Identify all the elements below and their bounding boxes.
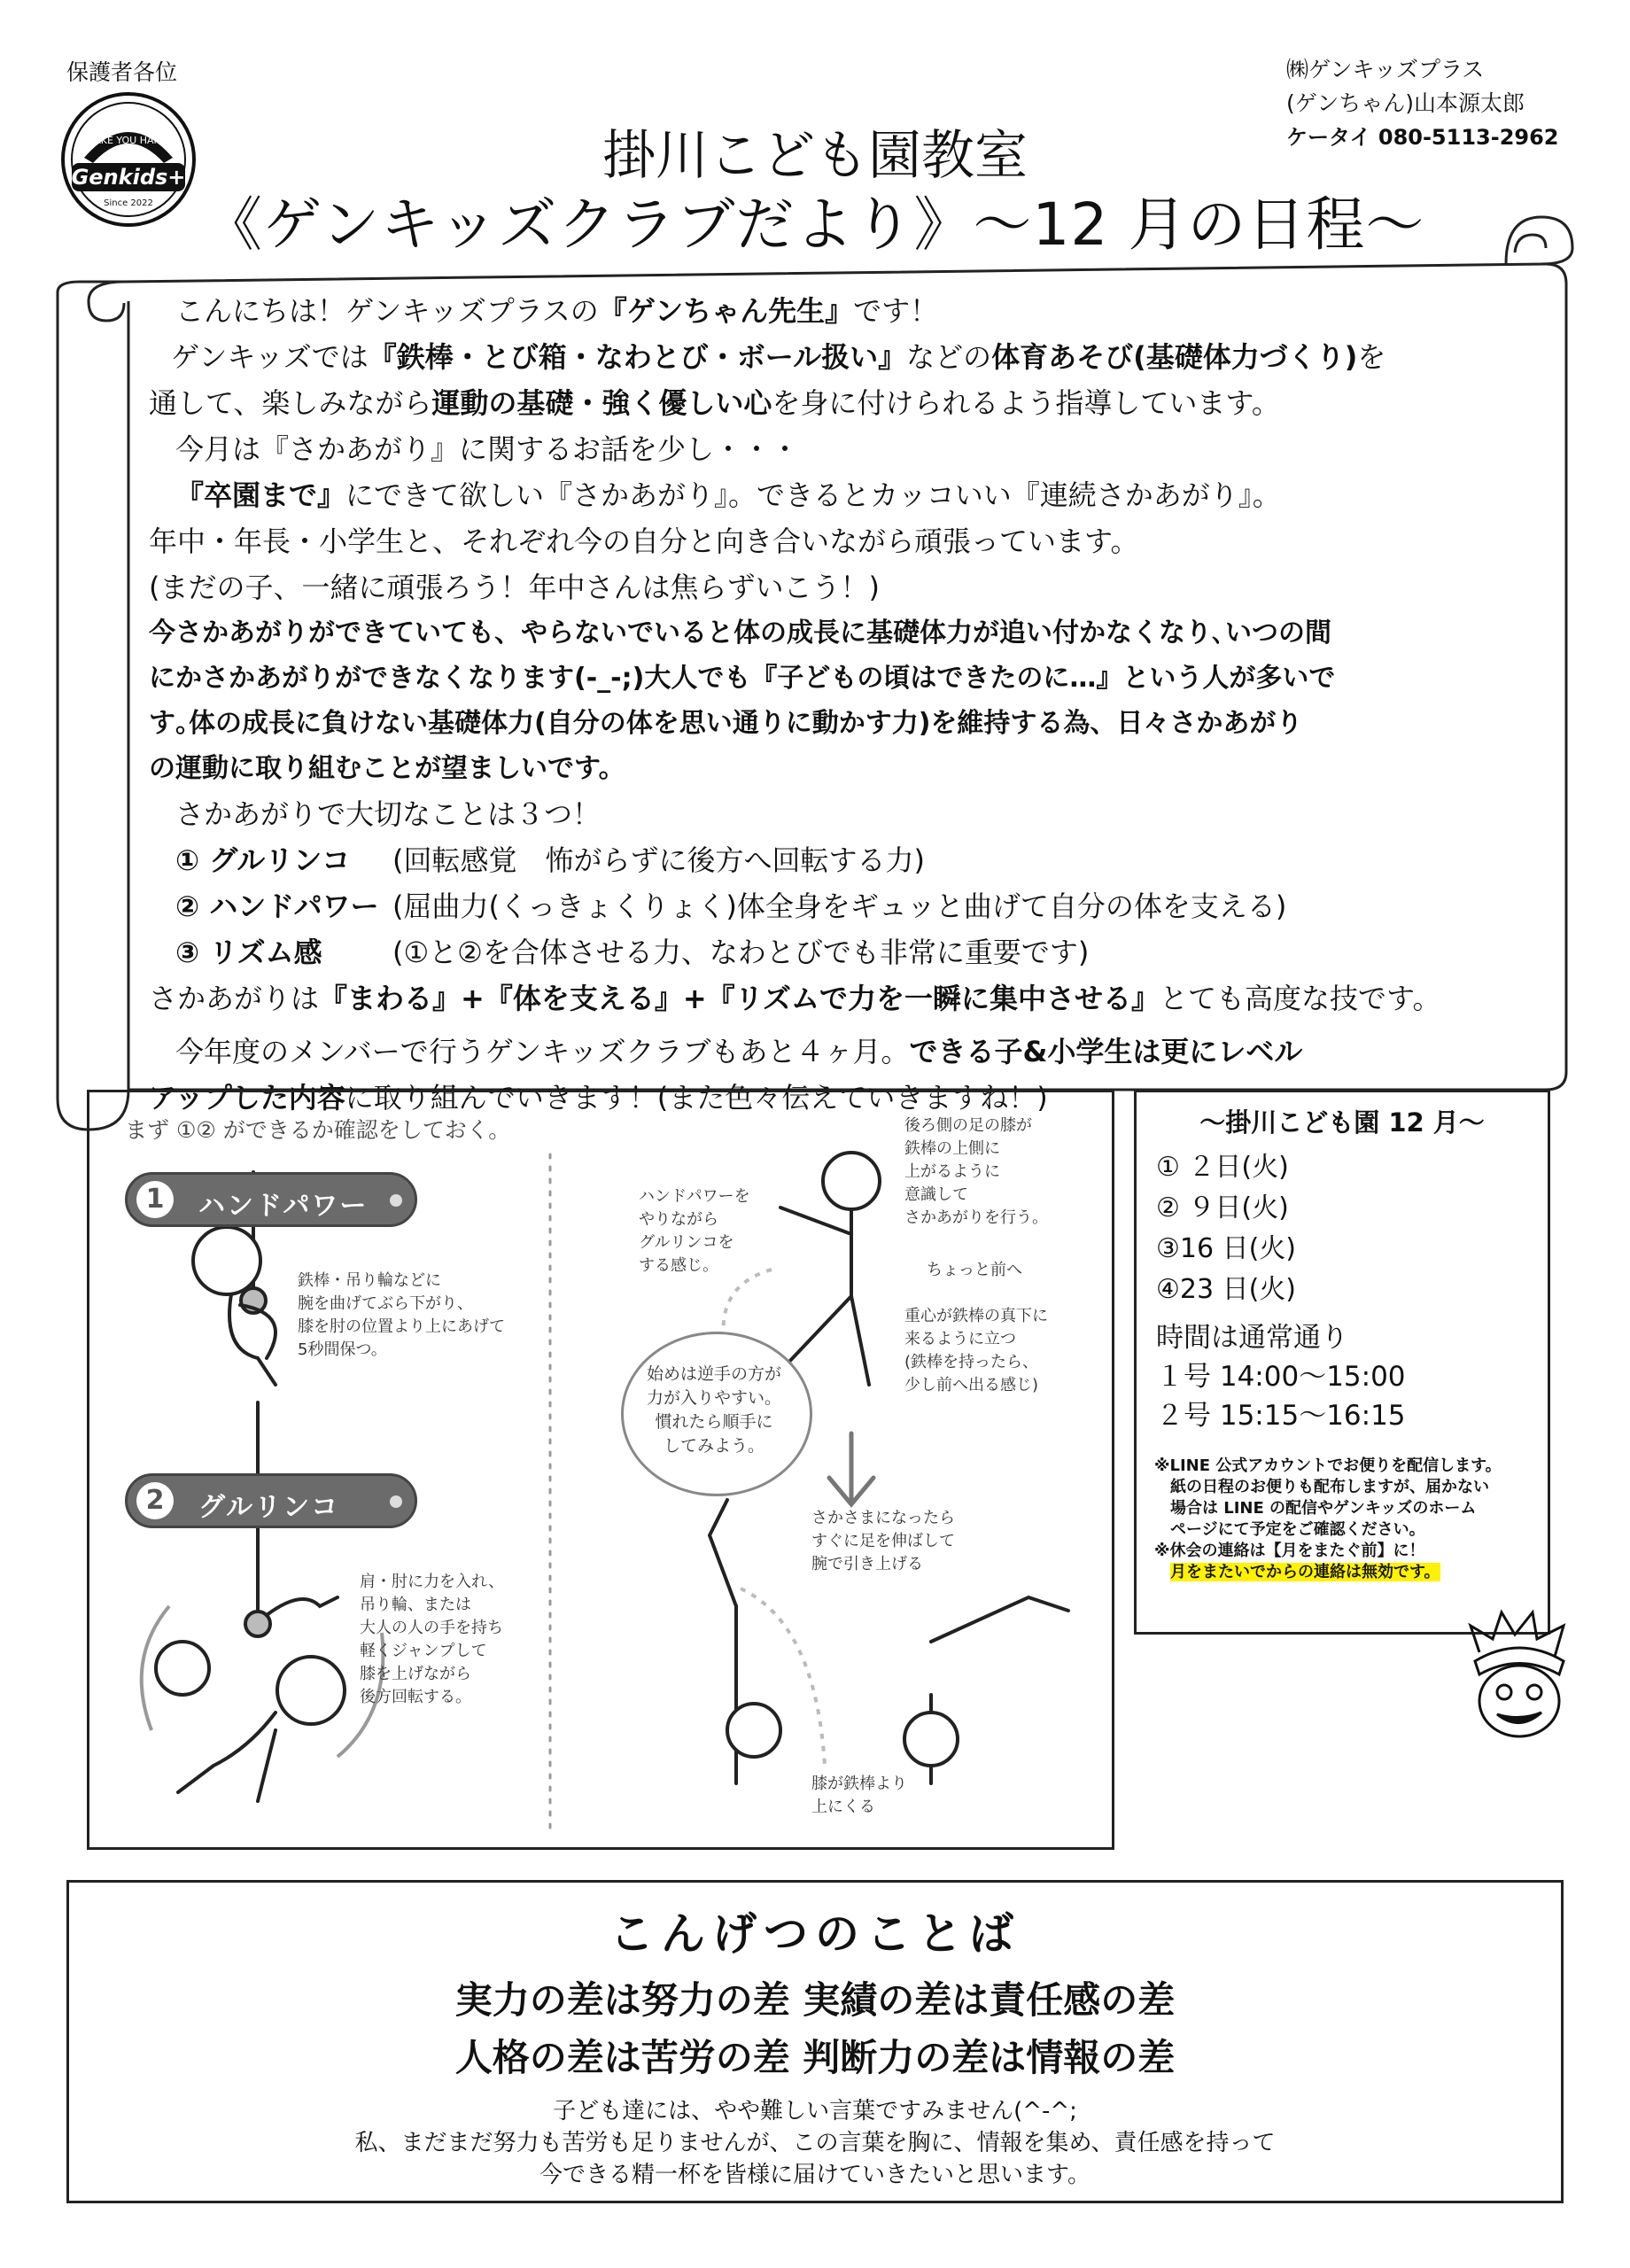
- point-3: ③ リズム感 (①と②を合体させる力、なわとびでも非常に重要です): [175, 936, 1090, 969]
- page-title: 掛川こども園教室: [602, 125, 1028, 187]
- schedule-times: 時間は通常通り １号 14:00～15:00 ２号 15:15～16:15: [1156, 1322, 1406, 1432]
- motto-title: こんげつのことば: [609, 1908, 1021, 1960]
- svg-text:Genkids+: Genkids+: [71, 165, 186, 190]
- mascot-icon: [1462, 1608, 1577, 1741]
- hand-power-desc: 鉄棒・吊り輪などに 腕を曲げてぶら下がり、 膝を肘の位置より上にあげて 5秒間保つ。: [298, 1271, 505, 1359]
- schedule-notes: ※LINE 公式アカウントでお便りを配信します。 紙の日程のお便りも配布しますが、届かない 場合は LINE の配信やゲンキッズのホーム ページにて予定をご確認ください。 ※休会の連絡は【月をまたぐ前】に！ 月をまたいでからの連絡は無効です。: [1154, 1456, 1502, 1581]
- knee-above-tip: 膝が鉄棒より 上にくる: [811, 1775, 907, 1816]
- gururinko-label: 2 グルリンコ: [125, 1473, 417, 1528]
- monthly-motto-box: [66, 1880, 1564, 2203]
- gururinko-desc: 肩・肘に力を入れ、 吊り輪、または 大人の人の手を持ち 軽くジャンプして 膝を上げながら 後方回転する。: [360, 1573, 505, 1706]
- date-item: ① ２日(火): [1156, 1152, 1289, 1183]
- schedule-title: ～掛川こども園 12 月～: [1199, 1107, 1485, 1138]
- svg-text:Since 2022: Since 2022: [104, 198, 153, 208]
- motto-note: 子ども達には、やや難しい言葉ですみません(^-^; 私、まだまだ努力も苦労も足りませんが、この言葉を胸に、情報を集め、責任感を持って 今できる精一杯を皆様に届けていきたいと思います。: [354, 2098, 1276, 2188]
- date-item: ③16 日(火): [1156, 1233, 1297, 1264]
- knee-tip: 後ろ側の足の膝が 鉄棒の上側に 上がるように 意識して さかあがりを行う。: [904, 1116, 1048, 1227]
- addressee: 保護者各位: [66, 59, 178, 85]
- forward-tip: ちょっと前へ: [927, 1261, 1022, 1279]
- point-2: ② ハンドパワー (屈曲力(くっきょくりょく)体全身をギュッと曲げて自分の体を支える): [175, 889, 1287, 923]
- intro-text: こんにちは！ゲンキッズプラスの『ゲンちゃん先生』です！ ゲンキッズでは『鉄棒・とび箱・なわとび・ボール扱い』などの体育あそび(基礎体力づくり)を 通して、楽しみながら運動の基礎・強く優しい心を身に付けられるよう指導しています。 今月は『さかあがり』に関するお話を少し・・・ 『卒園まで』にできて欲しい『さかあがり』。できるとカッコいい『連続さかあがり』。 年中・年長・小学生と、それぞれ今の自分と向き合いながら頑張っています。 (まだの子、一緒に頑張ろう！年中さんは焦らずいこう！) 今さかあがりができていても、やらないでいると体の成長に基礎体力が追い付かなくなり､いつの間 にかさかあがりができなくなります(-_-;)大人でも『子どもの頃はできたのに…』という人が多いで す｡体の成長に負けない基礎体力(自分の体を思い通りに動かす力)を維持する為、日々さかあがり の運動に取り組むことが望ましいです。 さかあがりで大切なことは３つ！ ① グルリンコ (回転感覚 怖がらずに後方へ回転する力) ② ハンドパワー (屈曲力(くっきょくりょく)体全身をギュッと曲げて自分の体を支える) ③ リズム感 (①と②を合体させる力、なわとびでも非常に重要です) さかあがりは『まわる』+『体を支える』+『リズムで力を一瞬に集中させる』とても高度な技です。 今年度のメンバーで行うゲンキッズクラブもあと４ヶ月。できる子&小学生は更にレベル アップした内容に取り組んでいきます！(また色々伝えていきますね！): [149, 288, 1557, 1121]
- center-tip: 重心が鉄棒の真下に 来るように立つ (鉄棒を持ったら、 少し前へ出る感じ): [904, 1307, 1048, 1394]
- schedule-dates: [1156, 1147, 1296, 1310]
- motto-line-2: 人格の差は苦労の差 判断力の差は情報の差: [454, 2036, 1176, 2079]
- teacher-name: (ゲンちゃん)山本源太郎: [1286, 90, 1525, 116]
- page-subtitle: 《ゲンキッズクラブだより》～12 月の日程～: [204, 190, 1425, 259]
- tip-bubble-text: 始めは逆手の方が 力が入りやすい。 慣れたら順手に してみよう。: [646, 1364, 781, 1456]
- illustration-heading: まず ①② ができるか確認をしておく。: [125, 1117, 511, 1143]
- schedule-box: [1134, 1090, 1550, 1635]
- date-item: ② ９日(火): [1156, 1192, 1289, 1223]
- highlight-note: 月をまたいでからの連絡は無効です。: [1170, 1563, 1440, 1581]
- flip-tip: さかさまになったら すぐに足を伸ばして 腕で引き上げる: [811, 1509, 955, 1573]
- motto-line-1: 実力の差は努力の差 実績の差は責任感の差: [454, 1978, 1176, 2022]
- company-name: ㈱ゲンキッズプラス: [1286, 57, 1485, 82]
- svg-text:MAKE YOU HAPPY: MAKE YOU HAPPY: [85, 135, 172, 146]
- combo-desc: ハンドパワーを やりながら グルリンコを する感じ。: [639, 1187, 750, 1275]
- illustration-panel: [87, 1090, 1114, 1850]
- phone-number: ケータイ 080-5113-2962: [1286, 125, 1559, 150]
- date-item: ④23 日(火): [1156, 1274, 1297, 1305]
- point-1: ① グルリンコ (回転感覚 怖がらずに後方へ回転する力): [175, 843, 925, 877]
- hand-power-label: 1 ハンドパワー: [125, 1172, 417, 1227]
